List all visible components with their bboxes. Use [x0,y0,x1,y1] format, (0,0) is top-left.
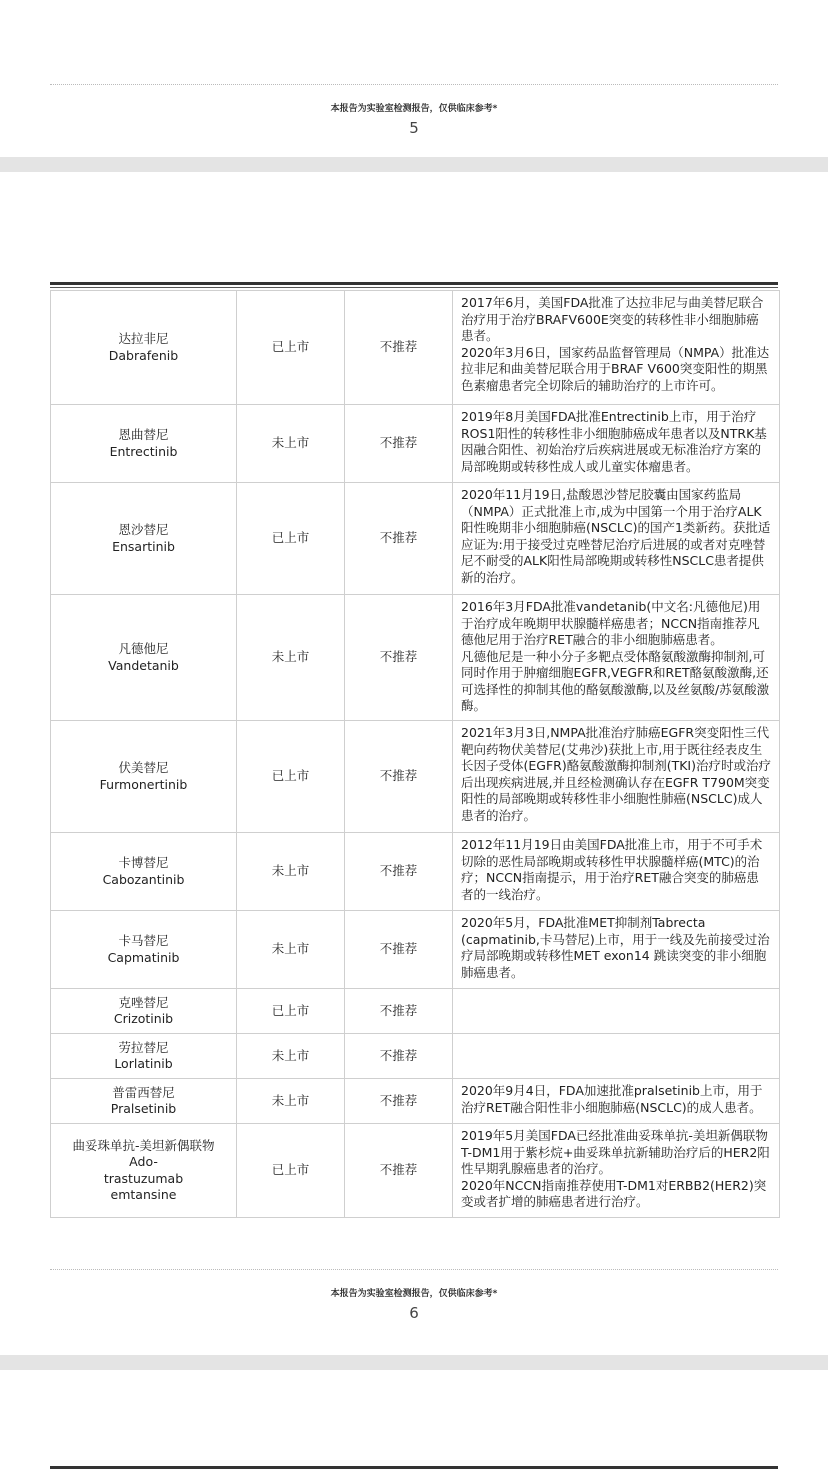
market-status-cell: 已上市 [237,291,345,405]
approval-note: 2020年NCCN指南推荐使用T-DM1对ERBB2(HER2)突变或者扩增的肺癌患者进行治疗。 [461,1177,767,1209]
drug-name-cn: 伏美替尼 [118,760,169,775]
drug-name-cell [51,989,237,1034]
recommendation-cell: 不推荐 [345,833,453,911]
footer-divider [50,84,778,85]
table-row [51,1079,780,1124]
report-page-7 [0,1370,828,1472]
drug-name-cn: 恩曲替尼 [118,427,169,442]
drug-name-cn: 克唑替尼 [118,994,169,1010]
approval-notes-cell [453,291,780,405]
approval-notes-cell [453,1079,780,1124]
drug-name-cell [51,595,237,721]
table-row [51,291,780,405]
market-status-cell: 未上市 [237,405,345,483]
approval-note: 2020年5月，FDA批准MET抑制剂Tabrecta (capmatinib,卡马替尼)上市，用于一线及先前接受过治疗局部晚期或转移性MET exon14 跳读突变的非小细胞肺癌患者。 [461,915,770,980]
drug-name-cell [51,1124,237,1218]
market-status-cell: 未上市 [237,595,345,721]
drug-name-en: Crizotinib [113,1011,174,1026]
table-row [51,1124,780,1218]
approval-notes-cell [453,405,780,483]
page-number: 6 [409,1304,419,1322]
market-status-cell: 已上市 [237,1124,345,1218]
market-status-cell: 未上市 [237,1034,345,1079]
drug-name-cell [51,483,237,595]
drug-name-cell [51,1079,237,1124]
approval-notes-cell [453,1124,780,1218]
recommendation-cell: 不推荐 [345,595,453,721]
drug-name-en: Dabrafenib [108,347,179,363]
footer-divider [50,1269,778,1270]
drug-name-en: Entrectinib [109,443,178,459]
drug-name-en: Furmonertinib [99,776,188,792]
table-row [51,483,780,595]
drug-name-en: Lorlatinib [114,1056,173,1071]
approval-notes-cell [453,595,780,721]
drug-name-cell [51,405,237,483]
table-top-rule-thin [50,287,778,288]
market-status-cell: 未上市 [237,1079,345,1124]
table-row [51,833,780,911]
drug-name-cn: 曲妥珠单抗-美坦新偶联物 [72,1137,215,1153]
footer-disclaimer: 本报告为实验室检测报告，仅供临床参考* [330,104,498,114]
table-row [51,911,780,989]
recommendation-cell: 不推荐 [345,1124,453,1218]
report-page-6 [0,172,828,1355]
page-number: 5 [409,119,419,137]
drug-name-en: Capmatinib [107,949,180,965]
market-status-cell: 未上市 [237,833,345,911]
table-row [51,1034,780,1079]
approval-note: 凡德他尼是一种小分子多靶点受体酪氨酸激酶抑制剂,可同时作用于肿瘤细胞EGFR,VEGFR和RET酪氨酸激酶,还可选择性的抑制其他的酪氨酸激酶,以及丝氨酸/苏氨酸激酶。 [461,648,770,713]
drug-name-cell [51,833,237,911]
market-status-cell: 已上市 [237,483,345,595]
drug-name-cell [51,911,237,989]
drug-name-cn: 卡博替尼 [118,855,169,870]
table-row [51,721,780,833]
drug-table [50,290,780,1218]
table-row [51,595,780,721]
recommendation-cell: 不推荐 [345,1034,453,1079]
market-status-cell: 未上市 [237,911,345,989]
drug-name-cn: 劳拉替尼 [118,1039,169,1055]
recommendation-cell: 不推荐 [345,405,453,483]
recommendation-cell: 不推荐 [345,483,453,595]
approval-note: 2012年11月19日由美国FDA批准上市，用于不可手术切除的恶性局部晚期或转移性甲状腺髓样癌(MTC)的治疗；NCCN指南提示，用于治疗RET融合突变的肺癌患者的一线治疗。 [461,837,763,902]
footer-disclaimer: 本报告为实验室检测报告，仅供临床参考* [330,1289,498,1299]
market-status-cell: 已上市 [237,721,345,833]
table-top-rule [50,282,778,285]
approval-note: 2020年3月6日，国家药品监督管理局（NMPA）批准达拉非尼和曲美替尼联合用于BRAF V600突变阳性的期黑色素瘤患者完全切除后的辅助治疗的上市许可。 [461,344,770,393]
approval-note: 2020年11月19日,盐酸恩沙替尼胶囊由国家药监局（NMPA）正式批准上市,成为中国第一个用于治疗ALK阳性晚期非小细胞肺癌(NSCLC)的国产1类新药。获批适应证为:用于接受过克唑替尼治疗后进展的或者对克唑替尼不耐受的ALK阳性局部晚期或转移性NSCLC患者提供新的治疗。 [461,487,771,585]
drug-name-en: Ado-trastuzumab emtansine [103,1154,184,1202]
approval-note: 2020年9月4日，FDA加速批准pralsetinib上市，用于治疗RET融合阳性非小细胞肺癌(NSCLC)的成人患者。 [461,1083,763,1115]
report-page-5 [0,0,828,157]
drug-name-cn: 凡德他尼 [118,641,169,656]
approval-note: 2019年5月美国FDA已经批准曲妥珠单抗-美坦新偶联物T-DM1用于紫杉烷+曲妥珠单抗新辅助治疗后的HER2阳性早期乳腺癌患者的治疗。 [461,1128,770,1176]
drug-name-en: Pralsetinib [110,1101,177,1116]
recommendation-cell: 不推荐 [345,911,453,989]
approval-notes-cell [453,721,780,833]
table-top-rule [50,1466,778,1469]
drug-name-en: Ensartinib [112,538,175,554]
drug-name-cn: 卡马替尼 [118,933,169,948]
approval-notes-cell [453,833,780,911]
drug-name-en: Cabozantinib [102,871,185,887]
approval-note: 2021年3月3日,NMPA批准治疗肺癌EGFR突变阳性三代靶向药物伏美替尼(艾弗沙)获批上市,用于既往经表皮生长因子受体(EGFR)酪氨酸激酶抑制剂(TKI)治疗时或治疗后出现疾病进展,并且经检测确认存在EGFR T790M突变阳性的局部晚期或转移性非小细胞性肺癌(NSCLC)成人患者的治疗。 [461,725,771,823]
drug-name-cell [51,291,237,405]
drug-name-cn: 普雷西替尼 [112,1084,175,1100]
approval-notes-cell [453,483,780,595]
drug-name-en: Vandetanib [108,657,179,673]
recommendation-cell: 不推荐 [345,291,453,405]
approval-note: 2019年8月美国FDA批准Entrectinib上市，用于治疗ROS1阳性的转移性非小细胞肺癌成年患者以及NTRK基因融合阳性、初始治疗后疾病进展或无标准治疗方案的局部晚期或转移性成人或儿童实体瘤患者。 [461,409,767,474]
drug-name-cell [51,1034,237,1079]
approval-note: 2016年3月FDA批准vandetanib(中文名:凡德他尼)用于治疗成年晚期甲状腺髓样癌患者；NCCN指南推荐凡德他尼用于治疗RET融合的非小细胞肺癌患者。 [461,599,761,647]
approval-notes-cell [453,1034,780,1079]
approval-notes-cell [453,989,780,1034]
approval-notes-cell [453,911,780,989]
table-row [51,405,780,483]
recommendation-cell: 不推荐 [345,989,453,1034]
market-status-cell: 已上市 [237,989,345,1034]
drug-name-cn: 恩沙替尼 [118,522,169,537]
drug-name-cn: 达拉非尼 [118,331,169,346]
recommendation-cell: 不推荐 [345,1079,453,1124]
approval-note: 2017年6月，美国FDA批准了达拉非尼与曲美替尼联合治疗用于治疗BRAFV600E突变的转移性非小细胞肺癌患者。 [461,295,764,343]
table-row [51,989,780,1034]
drug-name-cell [51,721,237,833]
recommendation-cell: 不推荐 [345,721,453,833]
